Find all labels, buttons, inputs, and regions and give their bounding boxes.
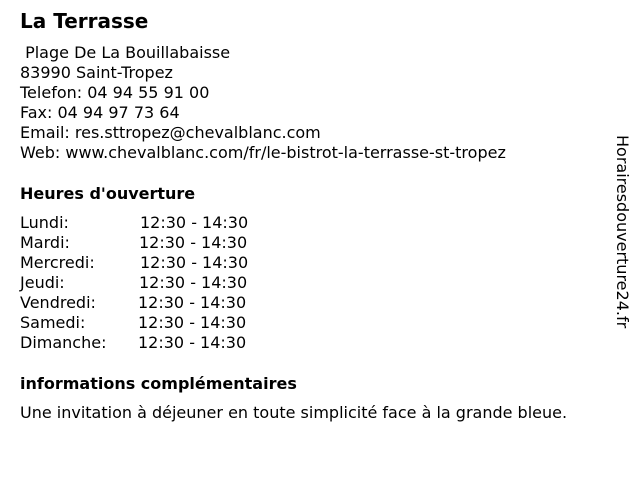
site-watermark <box>612 135 632 370</box>
time-range: 12:30 - 14:30 <box>139 273 248 292</box>
day-label: Samedi: <box>20 313 86 332</box>
day-label: Mercredi: <box>20 253 95 272</box>
time-range: 12:30 - 14:30 <box>138 333 247 352</box>
hours-row-dimanche <box>20 333 280 353</box>
address-city: 83990 Saint-Tropez <box>20 63 173 82</box>
day-label: Dimanche: <box>20 333 107 352</box>
business-name: La Terrasse <box>20 9 149 33</box>
email-address: Email: res.sttropez@chevalblanc.com <box>20 123 321 142</box>
fax-number: Fax: 04 94 97 73 64 <box>20 103 180 122</box>
time-range: 12:30 - 14:30 <box>139 233 248 252</box>
hours-row-jeudi <box>20 273 280 293</box>
time-range: 12:30 - 14:30 <box>138 313 247 332</box>
watermark-text: Horairesdouverture24.fr <box>613 135 632 329</box>
additional-info-heading: informations complémentaires <box>20 374 297 393</box>
opening-hours-table <box>20 213 280 353</box>
hours-row-lundi <box>20 213 280 233</box>
additional-info-text: Une invitation à déjeuner en toute simplicité face à la grande bleue. <box>20 403 568 422</box>
hours-row-mardi <box>20 233 280 253</box>
address-street: Plage De La Bouillabaisse <box>20 43 231 62</box>
day-label: Lundi: <box>20 213 69 232</box>
contact-block <box>20 43 506 163</box>
time-range: 12:30 - 14:30 <box>140 253 249 272</box>
day-label: Vendredi: <box>20 293 96 312</box>
time-range: 12:30 - 14:30 <box>140 213 249 232</box>
hours-row-samedi <box>20 313 280 333</box>
day-label: Mardi: <box>20 233 70 252</box>
website-url: Web: www.chevalblanc.com/fr/le-bistrot-la-terrasse-st-tropez <box>20 143 506 162</box>
hours-row-mercredi <box>20 253 280 273</box>
time-range: 12:30 - 14:30 <box>138 293 247 312</box>
phone-number: Telefon: 04 94 55 91 00 <box>20 83 210 102</box>
hours-row-vendredi <box>20 293 280 313</box>
opening-hours-heading: Heures d'ouverture <box>20 184 196 203</box>
day-label: Jeudi: <box>20 273 65 292</box>
